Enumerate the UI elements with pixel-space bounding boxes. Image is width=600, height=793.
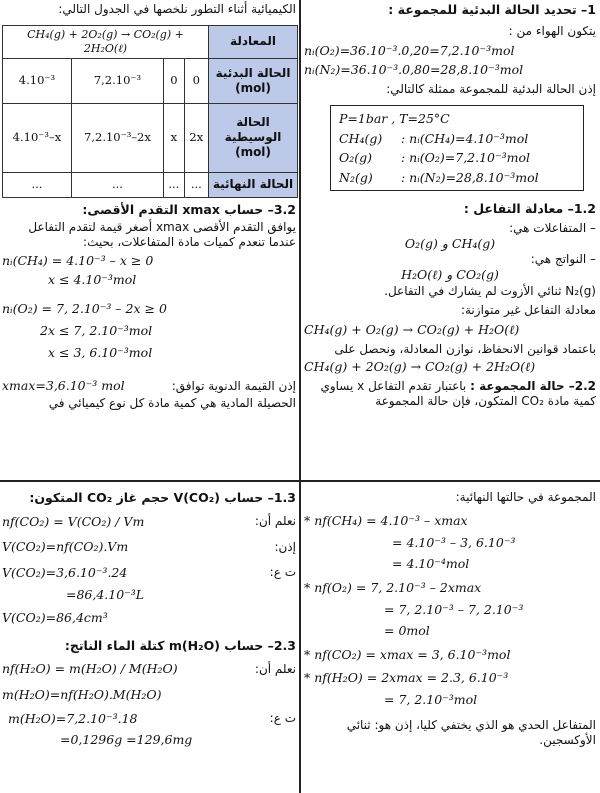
left-bottom-section (2, 490, 296, 748)
eq-n-n2: nᵢ(N₂)=36.10⁻³.0,80=28,8.10⁻³mol (304, 62, 524, 78)
table-row (3, 103, 298, 172)
table-intro: الكيميائية أثناء التطور نلخصها في الجدول التالي: (58, 2, 296, 16)
then-label: إذن: (274, 539, 296, 554)
co2-numeric-row (2, 565, 296, 581)
water-mass-formula: m(H₂O)=nf(H₂O).M(H₂O) (2, 687, 162, 702)
balanced-eq: CH₄(g) + 2O₂(g) → CO₂(g) + 2H₂O(ℓ) (304, 358, 536, 374)
box-ch4 (339, 131, 575, 147)
table-cell: ... (71, 172, 163, 197)
table-header-equation: المعادلة (209, 26, 298, 59)
table-cell: ... (3, 172, 72, 197)
box-ch4-amount: : nᵢ(CH₄)=4.10⁻³mol (401, 130, 529, 146)
products-eq: H₂O(ℓ) و CO₂(g) (401, 266, 499, 282)
heading-xmax: 3.2– حساب xmax التقدم الأقصى: (82, 201, 296, 217)
unbalanced-label: معادلة التفاعل غير متوازنة: (460, 303, 596, 318)
table-cell: 7,2.10⁻³ (71, 58, 163, 103)
nf-o2-step: = 7, 2.10⁻³ – 7, 2.10⁻³ (384, 601, 524, 617)
right-top-section (304, 2, 596, 409)
table-cell: ... (164, 172, 185, 197)
table-cell: 7,2.10⁻³–2x (71, 103, 163, 172)
ineq-o2: nᵢ(O₂) = 7, 2.10⁻³ – 2x ≥ 0 (2, 301, 167, 317)
nf-co2: * nf(CO₂) = xmax = 3, 6.10⁻³mol (304, 646, 511, 662)
heading-system-state: 2.2– حالة المجموعة : (470, 378, 596, 393)
box-o2 (339, 150, 575, 166)
xmax-paragraph: يوافق التقدم الأقصى xmax أصغر قيمة لتقدم التفاعل عندما تنعدم كميات مادة المتفاعلات، بحيث: (28, 220, 296, 250)
heading-reaction-equation: 1.2– معادلة التفاعل : (463, 201, 596, 217)
ineq-ch4: nᵢ(CH₄) = 4.10⁻³ – x ≥ 0 (2, 253, 154, 269)
water-amount-formula: nf(H₂O) = m(H₂O) / M(H₂O) (2, 661, 178, 677)
co2-formula-row (2, 514, 296, 530)
evolution-table (2, 25, 298, 198)
heading-initial-state: 1– تحديد الحالة البدئية للمجموعة : (388, 2, 596, 17)
table-equation: CH₄(g) + 2O₂(g) → CO₂(g) + 2H₂O(ℓ) (3, 26, 209, 59)
xmax-result-row (2, 378, 296, 394)
nf-h2o: * nf(H₂O) = 2xmax = 2.3, 6.10⁻³ (304, 670, 509, 686)
we-know-label: نعلم أن: (254, 513, 296, 528)
nf-ch4-step: = 4.10⁻³ – 3, 6.10⁻³ (392, 534, 516, 550)
table-cell: 4.10⁻³–x (3, 103, 72, 172)
table-cell: 2x (184, 103, 208, 172)
initial-state-box (330, 105, 584, 192)
box-conditions: P=1bar , T=25°C (339, 110, 450, 126)
co2-volume-litres: =86,4.10⁻³L (66, 586, 145, 602)
row-divider (0, 480, 600, 482)
water-mass-result: =0,1296g =129,6mg (60, 732, 193, 748)
box-o2-species: O₂(g) (339, 150, 373, 166)
table-row (3, 26, 298, 59)
eq-n-o2: nᵢ(O₂)=36.10⁻³.0,20=7,2.10⁻³mol (304, 42, 515, 58)
xmax-value: xmax=3,6.10⁻³ mol (2, 378, 125, 394)
table-cell: ... (184, 172, 208, 197)
reactants-eq: O₂(g) و CH₄(g) (404, 236, 496, 251)
co2-volume-result: V(CO₂)=86,4cm³ (2, 610, 108, 626)
right-bottom-section (304, 490, 596, 748)
water-mass-numeric: m(H₂O)=7,2.10⁻³.18 (8, 710, 138, 726)
co2-amount-formula: nf(CO₂) = V(CO₂) / Vm (2, 513, 145, 529)
table-cell: 0 (164, 58, 185, 103)
nf-o2: * nf(O₂) = 7, 2.10⁻³ – 2xmax (304, 579, 482, 595)
table-cell: 4.10⁻³ (3, 58, 72, 103)
numeric-application-label: ت ع: (269, 565, 296, 580)
numeric-application-label: ت ع: (269, 710, 296, 725)
heading-co2-volume: 1.3– حساب V(CO₂) حجم غاز CO₂ المتكون: (29, 490, 296, 505)
nf-h2o-result: = 7, 2.10⁻³mol (384, 692, 478, 707)
n2-note: N₂(g) ثنائي الأزوت لم يشارك في التفاعل. (384, 284, 596, 299)
table-row (3, 58, 298, 103)
limiting-reactant-conclusion: المتفاعل الحدي هو الذي يختفي كليا، إذن هو: ثنائي الأوكسجين. (346, 717, 596, 747)
system-state-paragraph (304, 379, 596, 409)
co2-volume-row (2, 539, 296, 555)
box-n2-amount: : nᵢ(N₂)=28,8.10⁻³mol (401, 169, 539, 185)
reactants-label: – المتفاعلات هي: (509, 221, 596, 235)
ineq-o2-step: 2x ≤ 7, 2.10⁻³mol (40, 323, 153, 338)
ineq-ch4-result: x ≤ 4.10⁻³mol (48, 271, 137, 287)
table-cell: x (164, 103, 185, 172)
table-cell: 0 (184, 58, 208, 103)
system-state-text: باعتبار تقدم التفاعل x يساوي كمية مادة CO₂ المتكون، فإن حالة المجموعة (320, 378, 596, 408)
unbalanced-eq: CH₄(g) + O₂(g) → CO₂(g) + H₂O(ℓ) (304, 322, 520, 338)
nf-ch4: * nf(CH₄) = 4.10⁻³ – xmax (304, 513, 468, 528)
products-label: – النواتج هي: (530, 251, 596, 266)
box-n2-species: N₂(g) (339, 169, 373, 185)
co2-volume-formula: V(CO₂)=nf(CO₂).Vm (2, 539, 129, 555)
water-numeric-row (2, 711, 296, 727)
final-state-intro: المجموعة في حالتها النهائية: (455, 490, 596, 504)
nf-o2-result: = 0mol (384, 623, 430, 639)
box-n2 (339, 170, 575, 186)
we-know-label: نعلم أن: (254, 661, 296, 676)
box-ch4-species: CH₄(g) (339, 130, 383, 146)
xmax-text: إذن القيمة الدنوية توافق: (171, 378, 296, 393)
column-divider (299, 0, 301, 793)
table-row-label: الحالة الوسيطية (mol) (209, 103, 298, 172)
co2-volume-numeric: V(CO₂)=3,6.10⁻³.24 (2, 564, 128, 580)
nf-ch4-result: = 4.10⁻⁴mol (392, 556, 470, 572)
table-row-label: الحالة البدئية (mol) (209, 58, 298, 103)
table-row (3, 172, 298, 197)
left-top-section (2, 2, 296, 411)
initial-state-intro: إذن الحالة البدئية للمجموعة ممثلة كالتالي: (386, 81, 596, 96)
box-o2-amount: : nᵢ(O₂)=7,2.10⁻³mol (401, 150, 530, 166)
material-balance-text: الحصيلة المادية هي كمية مادة كل نوع كيميائي في (48, 395, 296, 410)
water-formula-row (2, 661, 296, 677)
air-text: يتكون الهواء من : (508, 23, 596, 38)
table-row-label: الحالة النهائية (209, 172, 298, 197)
heading-water-mass: 2.3– حساب m(H₂O) كتلة الماء الناتج: (64, 637, 296, 653)
ineq-o2-result: x ≤ 3, 6.10⁻³mol (48, 344, 153, 360)
balanced-label: باعتماد قوانين الانحفاظ، نوازن المعادلة، ونحصل على (334, 341, 596, 356)
